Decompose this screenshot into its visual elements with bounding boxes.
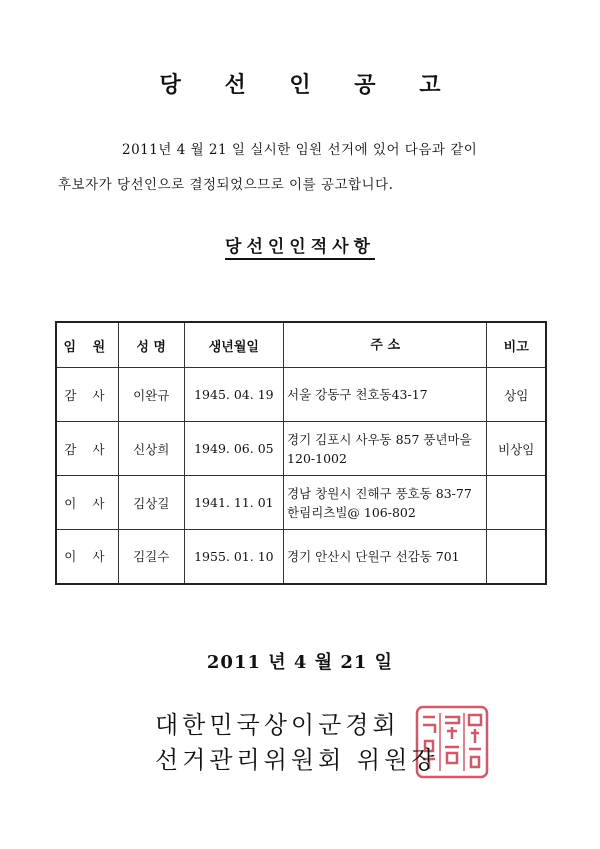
cell-note: 비상임 <box>487 422 546 476</box>
cell-name: 이완규 <box>118 368 184 422</box>
cell-address: 경기 안산시 단원구 선감동 701 <box>284 530 487 584</box>
cell-position: 이 사 <box>56 530 118 584</box>
notice-body-line-1: 2011년 4 월 21 일 실시한 임원 선거에 있어 다음과 같이 <box>122 142 478 158</box>
notice-body <box>58 133 563 203</box>
header-name: 성 명 <box>118 322 184 368</box>
cell-birthdate: 1949. 06. 05 <box>184 422 283 476</box>
cell-name: 김길수 <box>118 530 184 584</box>
header-position: 임 원 <box>56 322 118 368</box>
cell-name: 신상희 <box>118 422 184 476</box>
cell-note: 상임 <box>487 368 546 422</box>
cell-address: 서울 강동구 천호동43-17 <box>284 368 487 422</box>
signature-organization: 대한민국상이군경회 <box>155 711 400 739</box>
cell-name: 김상길 <box>118 476 184 530</box>
table-row <box>56 530 546 584</box>
cell-note <box>487 476 546 530</box>
cell-address: 경남 창원시 진해구 풍호동 83-77 한림리츠빌@ 106-802 <box>284 476 487 530</box>
cell-birthdate: 1945. 04. 19 <box>184 368 283 422</box>
cell-position: 감 사 <box>56 368 118 422</box>
section-heading <box>0 232 600 257</box>
notice-body-line-2: 후보자가 당선인으로 결정되었으므로 이를 공고합니다. <box>58 177 394 193</box>
cell-address: 경기 김포시 사우동 857 풍년마을 120-1002 <box>284 422 487 476</box>
header-address: 주 소 <box>284 322 487 368</box>
header-note: 비고 <box>487 322 546 368</box>
elected-officials-table <box>55 321 547 585</box>
table-row <box>56 476 546 530</box>
cell-birthdate: 1941. 11. 01 <box>184 476 283 530</box>
notice-date: 2011 년 4 월 21 일 <box>206 652 394 673</box>
cell-note <box>487 530 546 584</box>
table-row <box>56 368 546 422</box>
section-heading-text: 당선인인적사항 <box>225 237 375 257</box>
cell-position: 이 사 <box>56 476 118 530</box>
seal-glyph <box>445 717 459 763</box>
cell-birthdate: 1955. 01. 10 <box>184 530 283 584</box>
signature-title: 선거관리위원회 위원장 <box>155 746 439 774</box>
header-birthdate: 생년월일 <box>184 322 283 368</box>
seal-glyph <box>469 715 481 767</box>
table-row <box>56 422 546 476</box>
notice-title: 당 선 인 공 고 <box>159 72 459 98</box>
cell-position: 감 사 <box>56 422 118 476</box>
table-header-row <box>56 322 546 368</box>
